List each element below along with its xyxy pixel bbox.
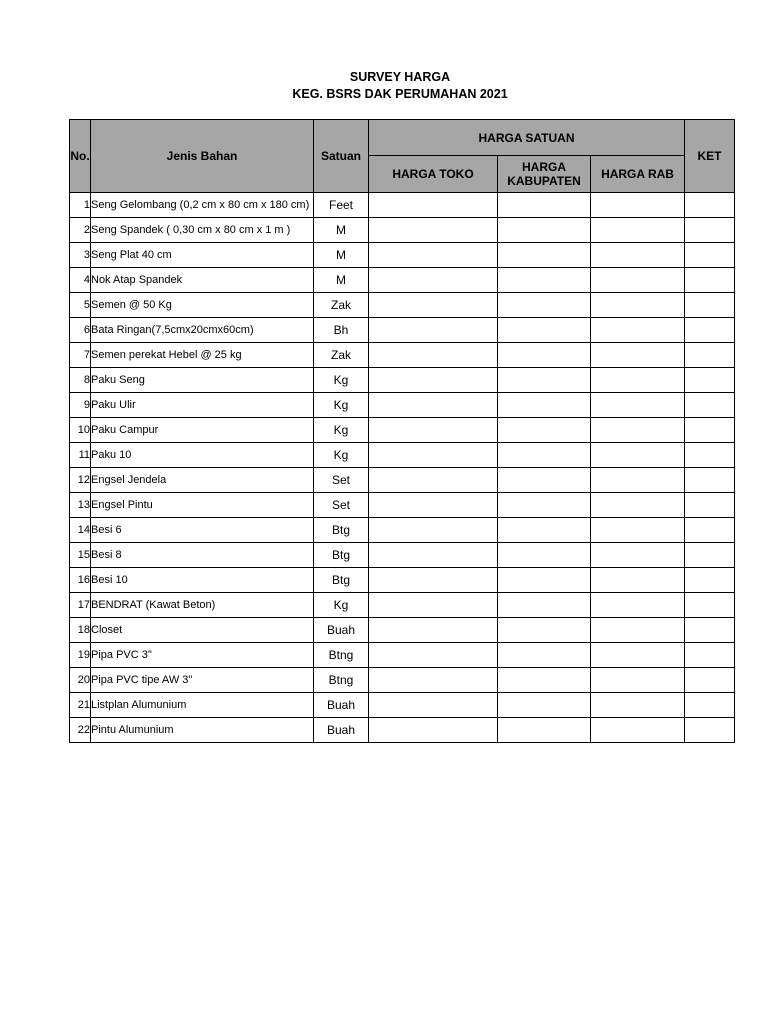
harga-rab-cell[interactable] bbox=[591, 693, 685, 718]
ket-cell[interactable] bbox=[685, 343, 735, 368]
harga-toko-cell[interactable] bbox=[369, 243, 498, 268]
table-row bbox=[70, 718, 735, 743]
header-harga-kabupaten: HARGA KABUPATEN bbox=[498, 156, 591, 193]
material-name: Engsel Jendela bbox=[91, 468, 314, 493]
harga-toko-cell[interactable] bbox=[369, 343, 498, 368]
material-name: Nok Atap Spandek bbox=[91, 268, 314, 293]
harga-rab-cell[interactable] bbox=[591, 293, 685, 318]
harga-toko-cell[interactable] bbox=[369, 568, 498, 593]
table-row bbox=[70, 268, 735, 293]
ket-cell[interactable] bbox=[685, 393, 735, 418]
ket-cell[interactable] bbox=[685, 268, 735, 293]
row-number: 3 bbox=[70, 243, 91, 268]
harga-rab-cell[interactable] bbox=[591, 393, 685, 418]
harga-rab-cell[interactable] bbox=[591, 618, 685, 643]
table-row bbox=[70, 368, 735, 393]
row-number: 4 bbox=[70, 268, 91, 293]
ket-cell[interactable] bbox=[685, 368, 735, 393]
ket-cell[interactable] bbox=[685, 293, 735, 318]
material-name: Seng Plat 40 cm bbox=[91, 243, 314, 268]
table-header bbox=[70, 120, 735, 193]
harga-rab-cell[interactable] bbox=[591, 318, 685, 343]
material-name: Besi 8 bbox=[91, 543, 314, 568]
material-name: Bata Ringan(7,5cmx20cmx60cm) bbox=[91, 318, 314, 343]
row-number: 7 bbox=[70, 343, 91, 368]
unit-cell: Kg bbox=[314, 393, 369, 418]
table-row bbox=[70, 693, 735, 718]
material-name: Pipa PVC tipe AW 3" bbox=[91, 668, 314, 693]
harga-kabupaten-cell[interactable] bbox=[498, 568, 591, 593]
table-row bbox=[70, 568, 735, 593]
table-row bbox=[70, 643, 735, 668]
ket-cell[interactable] bbox=[685, 618, 735, 643]
harga-rab-cell[interactable] bbox=[591, 268, 685, 293]
table-row bbox=[70, 418, 735, 443]
harga-toko-cell[interactable] bbox=[369, 393, 498, 418]
harga-toko-cell[interactable] bbox=[369, 643, 498, 668]
harga-kabupaten-cell[interactable] bbox=[498, 468, 591, 493]
harga-kabupaten-cell[interactable] bbox=[498, 543, 591, 568]
row-number: 14 bbox=[70, 518, 91, 543]
ket-cell[interactable] bbox=[685, 193, 735, 218]
harga-toko-cell[interactable] bbox=[369, 293, 498, 318]
document-header bbox=[0, 69, 768, 103]
harga-toko-cell[interactable] bbox=[369, 493, 498, 518]
row-number: 17 bbox=[70, 593, 91, 618]
harga-toko-cell[interactable] bbox=[369, 668, 498, 693]
unit-cell: Buah bbox=[314, 618, 369, 643]
harga-toko-cell[interactable] bbox=[369, 593, 498, 618]
unit-cell: Set bbox=[314, 493, 369, 518]
table-row bbox=[70, 393, 735, 418]
header-ket: KET bbox=[685, 120, 735, 193]
row-number: 12 bbox=[70, 468, 91, 493]
unit-cell: Kg bbox=[314, 368, 369, 393]
unit-cell: Btg bbox=[314, 543, 369, 568]
harga-toko-cell[interactable] bbox=[369, 693, 498, 718]
header-harga-toko: HARGA TOKO bbox=[369, 156, 498, 193]
header-harga-satuan: HARGA SATUAN bbox=[369, 120, 685, 156]
harga-kabupaten-cell[interactable] bbox=[498, 343, 591, 368]
ket-cell[interactable] bbox=[685, 518, 735, 543]
unit-cell: Buah bbox=[314, 693, 369, 718]
document-title: SURVEY HARGA bbox=[349, 70, 451, 84]
harga-toko-cell[interactable] bbox=[369, 218, 498, 243]
harga-kabupaten-cell[interactable] bbox=[498, 193, 591, 218]
price-survey-table bbox=[69, 119, 735, 743]
table-row bbox=[70, 593, 735, 618]
material-name: Pintu Alumunium bbox=[91, 718, 314, 743]
table-row bbox=[70, 218, 735, 243]
header-harga-rab: HARGA RAB bbox=[591, 156, 685, 193]
ket-cell[interactable] bbox=[685, 593, 735, 618]
unit-cell: Btng bbox=[314, 668, 369, 693]
ket-cell[interactable] bbox=[685, 318, 735, 343]
harga-toko-cell[interactable] bbox=[369, 718, 498, 743]
row-number: 10 bbox=[70, 418, 91, 443]
table-row bbox=[70, 318, 735, 343]
unit-cell: Kg bbox=[314, 443, 369, 468]
row-number: 8 bbox=[70, 368, 91, 393]
table-row bbox=[70, 243, 735, 268]
header-satuan: Satuan bbox=[314, 120, 369, 193]
harga-rab-cell[interactable] bbox=[591, 443, 685, 468]
harga-kabupaten-cell[interactable] bbox=[498, 293, 591, 318]
row-number: 5 bbox=[70, 293, 91, 318]
harga-rab-cell[interactable] bbox=[591, 343, 685, 368]
harga-rab-cell[interactable] bbox=[591, 568, 685, 593]
harga-toko-cell[interactable] bbox=[369, 368, 498, 393]
harga-kabupaten-cell[interactable] bbox=[498, 493, 591, 518]
row-number: 22 bbox=[70, 718, 91, 743]
unit-cell: Kg bbox=[314, 593, 369, 618]
harga-rab-cell[interactable] bbox=[591, 493, 685, 518]
ket-cell[interactable] bbox=[685, 243, 735, 268]
unit-cell: Btg bbox=[314, 518, 369, 543]
harga-kabupaten-cell[interactable] bbox=[498, 243, 591, 268]
material-name: Pipa PVC 3" bbox=[91, 643, 314, 668]
row-number: 21 bbox=[70, 693, 91, 718]
unit-cell: Kg bbox=[314, 418, 369, 443]
harga-kabupaten-cell[interactable] bbox=[498, 393, 591, 418]
harga-rab-cell[interactable] bbox=[591, 543, 685, 568]
harga-toko-cell[interactable] bbox=[369, 268, 498, 293]
table-row bbox=[70, 293, 735, 318]
unit-cell: M bbox=[314, 218, 369, 243]
header-no: No. bbox=[70, 120, 91, 193]
ket-cell[interactable] bbox=[685, 718, 735, 743]
harga-kabupaten-cell[interactable] bbox=[498, 668, 591, 693]
material-name: Paku 10 bbox=[91, 443, 314, 468]
ket-cell[interactable] bbox=[685, 468, 735, 493]
harga-rab-cell[interactable] bbox=[591, 243, 685, 268]
harga-rab-cell[interactable] bbox=[591, 668, 685, 693]
ket-cell[interactable] bbox=[685, 668, 735, 693]
harga-toko-cell[interactable] bbox=[369, 543, 498, 568]
unit-cell: Btng bbox=[314, 643, 369, 668]
harga-rab-cell[interactable] bbox=[591, 218, 685, 243]
harga-toko-cell[interactable] bbox=[369, 468, 498, 493]
unit-cell: M bbox=[314, 243, 369, 268]
row-number: 15 bbox=[70, 543, 91, 568]
material-name: Besi 6 bbox=[91, 518, 314, 543]
harga-toko-cell[interactable] bbox=[369, 618, 498, 643]
material-name: BENDRAT (Kawat Beton) bbox=[91, 593, 314, 618]
table-row bbox=[70, 343, 735, 368]
harga-toko-cell[interactable] bbox=[369, 193, 498, 218]
unit-cell: Buah bbox=[314, 718, 369, 743]
material-name: Paku Seng bbox=[91, 368, 314, 393]
ket-cell[interactable] bbox=[685, 493, 735, 518]
ket-cell[interactable] bbox=[685, 418, 735, 443]
material-name: Engsel Pintu bbox=[91, 493, 314, 518]
material-name: Closet bbox=[91, 618, 314, 643]
harga-rab-cell[interactable] bbox=[591, 518, 685, 543]
harga-kabupaten-cell[interactable] bbox=[498, 593, 591, 618]
material-name: Semen perekat Hebel @ 25 kg bbox=[91, 343, 314, 368]
ket-cell[interactable] bbox=[685, 643, 735, 668]
harga-kabupaten-cell[interactable] bbox=[498, 618, 591, 643]
table-row bbox=[70, 518, 735, 543]
table-row bbox=[70, 443, 735, 468]
row-number: 19 bbox=[70, 643, 91, 668]
material-name: Seng Spandek ( 0,30 cm x 80 cm x 1 m ) bbox=[91, 218, 314, 243]
row-number: 11 bbox=[70, 443, 91, 468]
row-number: 1 bbox=[70, 193, 91, 218]
row-number: 9 bbox=[70, 393, 91, 418]
harga-toko-cell[interactable] bbox=[369, 418, 498, 443]
unit-cell: M bbox=[314, 268, 369, 293]
table-row bbox=[70, 543, 735, 568]
ket-cell[interactable] bbox=[685, 443, 735, 468]
material-name: Listplan Alumunium bbox=[91, 693, 314, 718]
table-row bbox=[70, 668, 735, 693]
harga-kabupaten-cell[interactable] bbox=[498, 318, 591, 343]
harga-rab-cell[interactable] bbox=[591, 368, 685, 393]
unit-cell: Zak bbox=[314, 343, 369, 368]
ket-cell[interactable] bbox=[685, 568, 735, 593]
harga-toko-cell[interactable] bbox=[369, 318, 498, 343]
material-name: Besi 10 bbox=[91, 568, 314, 593]
harga-kabupaten-cell[interactable] bbox=[498, 518, 591, 543]
row-number: 16 bbox=[70, 568, 91, 593]
table-row bbox=[70, 468, 735, 493]
table-body bbox=[70, 193, 735, 743]
material-name: Paku Ulir bbox=[91, 393, 314, 418]
harga-toko-cell[interactable] bbox=[369, 443, 498, 468]
table-row bbox=[70, 193, 735, 218]
harga-toko-cell[interactable] bbox=[369, 518, 498, 543]
harga-kabupaten-cell[interactable] bbox=[498, 443, 591, 468]
unit-cell: Feet bbox=[314, 193, 369, 218]
material-name: Seng Gelombang (0,2 cm x 80 cm x 180 cm) bbox=[91, 193, 314, 218]
harga-kabupaten-cell[interactable] bbox=[498, 718, 591, 743]
harga-rab-cell[interactable] bbox=[591, 643, 685, 668]
harga-rab-cell[interactable] bbox=[591, 593, 685, 618]
harga-rab-cell[interactable] bbox=[591, 418, 685, 443]
unit-cell: Bh bbox=[314, 318, 369, 343]
document-subtitle: KEG. BSRS DAK PERUMAHAN 2021 bbox=[292, 87, 508, 101]
material-name: Semen @ 50 Kg bbox=[91, 293, 314, 318]
row-number: 18 bbox=[70, 618, 91, 643]
harga-rab-cell[interactable] bbox=[591, 193, 685, 218]
harga-kabupaten-cell[interactable] bbox=[498, 218, 591, 243]
unit-cell: Set bbox=[314, 468, 369, 493]
harga-kabupaten-cell[interactable] bbox=[498, 693, 591, 718]
ket-cell[interactable] bbox=[685, 693, 735, 718]
header-row bbox=[70, 120, 735, 156]
row-number: 20 bbox=[70, 668, 91, 693]
harga-kabupaten-cell[interactable] bbox=[498, 643, 591, 668]
row-number: 2 bbox=[70, 218, 91, 243]
table-row bbox=[70, 618, 735, 643]
table-row bbox=[70, 493, 735, 518]
harga-rab-cell[interactable] bbox=[591, 718, 685, 743]
ket-cell[interactable] bbox=[685, 543, 735, 568]
material-name: Paku Campur bbox=[91, 418, 314, 443]
ket-cell[interactable] bbox=[685, 218, 735, 243]
unit-cell: Zak bbox=[314, 293, 369, 318]
harga-kabupaten-cell[interactable] bbox=[498, 268, 591, 293]
harga-kabupaten-cell[interactable] bbox=[498, 368, 591, 393]
row-number: 6 bbox=[70, 318, 91, 343]
harga-rab-cell[interactable] bbox=[591, 468, 685, 493]
row-number: 13 bbox=[70, 493, 91, 518]
harga-kabupaten-cell[interactable] bbox=[498, 418, 591, 443]
unit-cell: Btg bbox=[314, 568, 369, 593]
header-jenis-bahan: Jenis Bahan bbox=[91, 120, 314, 193]
